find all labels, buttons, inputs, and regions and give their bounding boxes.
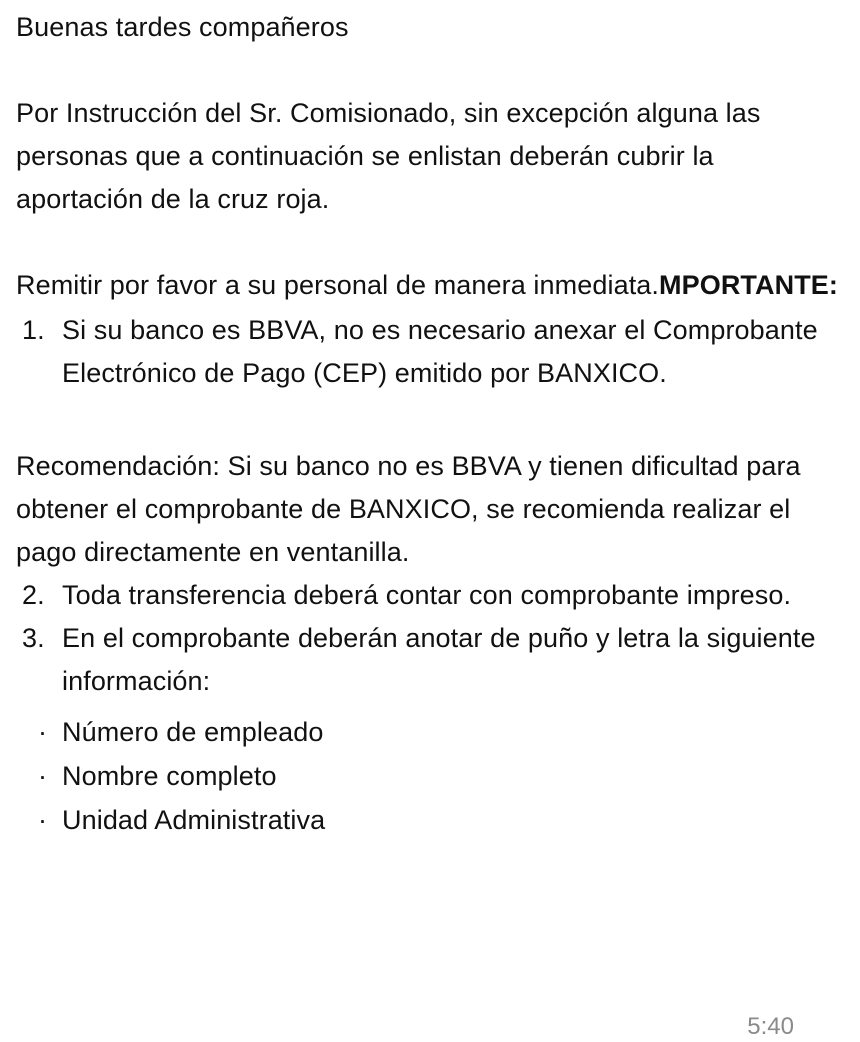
- bullet-text: Nombre completo: [62, 761, 277, 791]
- bullet-item: [16, 711, 846, 755]
- list-number: 3.: [22, 623, 45, 653]
- list-text: Toda transferencia deberá contar con comprobante impreso.: [62, 580, 792, 610]
- bullet-dot-icon: ·: [38, 717, 48, 747]
- list-item-3: [16, 617, 846, 703]
- bullet-dot-icon: ·: [38, 761, 48, 791]
- bullet-text: Número de empleado: [62, 717, 324, 747]
- bullet-dot-icon: ·: [38, 805, 48, 835]
- message-paragraph-remit: [16, 264, 846, 307]
- list-number: 1.: [22, 315, 45, 345]
- list-item-1: [16, 309, 846, 395]
- bullet-item: [16, 799, 846, 843]
- important-label: MPORTANTE:: [659, 270, 838, 300]
- chat-message-bubble: [16, 6, 846, 843]
- message-greeting: Buenas tardes compañeros: [16, 12, 349, 42]
- list-number: 2.: [22, 580, 45, 610]
- remit-text: Remitir por favor a su personal de manera inmediata.: [16, 270, 660, 300]
- message-recommendation: Recomendación: Si su banco no es BBVA y tienen dificultad para obtener el comprobante de BANXICO, se recomienda realizar el pago directamente en ventanilla.: [16, 451, 801, 567]
- list-item-2: [16, 574, 846, 617]
- message-timestamp: 5:40: [747, 1013, 794, 1040]
- list-text: En el comprobante deberán anotar de puño y letra la siguiente información:: [62, 623, 816, 696]
- message-paragraph-instruction: Por Instrucción del Sr. Comisionado, sin excepción alguna las personas que a continuación se enlistan deberán cubrir la aportación de la cruz roja.: [16, 98, 761, 214]
- bullet-item: [16, 755, 846, 799]
- bullet-list: [16, 711, 846, 843]
- list-text: Si su banco es BBVA, no es necesario anexar el Comprobante Electrónico de Pago (CEP) emitido por BANXICO.: [62, 315, 818, 388]
- bullet-text: Unidad Administrativa: [62, 805, 326, 835]
